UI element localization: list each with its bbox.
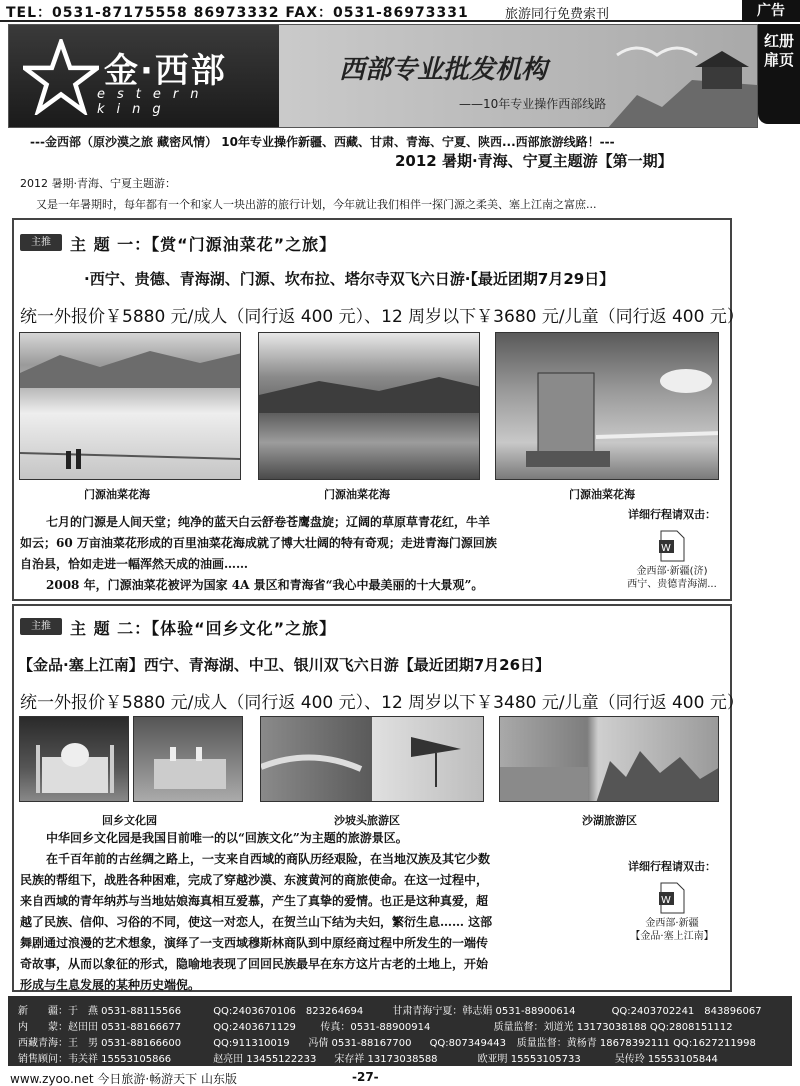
contact-row <box>18 1034 756 1049</box>
theme-two-section <box>12 604 744 992</box>
photo-caption: 沙湖旅游区 <box>582 814 637 827</box>
intro-text: 又是一年暑期时，每年都有一个和家人一块出游的旅行计划，今年就让我们相伴一探门源之柔美、塞上江南之富庶... <box>36 198 597 211</box>
header-banner <box>8 24 758 128</box>
contact-cell: QQ:2403702241 843896067 <box>611 1006 762 1017</box>
ad-label: 广告 <box>742 0 800 22</box>
contact-row <box>18 1050 718 1065</box>
theme-one-title: 主 题 一：【赏“门源油菜花”之旅】 <box>70 235 337 254</box>
shapotou-photo <box>260 716 484 802</box>
theme-one-description <box>20 512 610 596</box>
top-bar <box>0 0 800 22</box>
star-logo-icon <box>23 39 99 115</box>
contact-cell: 赵亮田 13455122233 <box>213 1054 317 1065</box>
contact-numbers: TEL：0531-87175558 86973332 FAX：0531-86973331 <box>6 5 469 21</box>
logo-name: 金·西部 <box>104 51 227 91</box>
itinerary-link[interactable] <box>612 506 732 591</box>
photo-caption: 门源油菜花海 <box>324 488 390 501</box>
hui-culture-photo-2 <box>133 716 243 802</box>
contact-cell: 内 蒙：赵田田 0531-88166677 <box>18 1022 182 1033</box>
itinerary-file-name: 【金品·塞上江南】 <box>630 931 714 942</box>
contact-cell: 质量监督：刘道光 13173038188 QQ:2808151112 <box>493 1022 733 1033</box>
pagoda-illustration <box>607 25 757 128</box>
paragraph-line: 自治县，恰如走进一幅浑然天成的油画…… <box>20 557 249 571</box>
word-document-icon[interactable] <box>658 882 686 914</box>
contact-cell: QQ:2403671129 <box>213 1022 296 1033</box>
page-number: -27- <box>352 1070 379 1084</box>
banner-since: ——10年专业操作西部线路 <box>459 97 607 111</box>
contact-cell: QQ:911310019 <box>213 1038 290 1049</box>
contact-cell: QQ:2403670106 823264694 <box>213 1006 364 1017</box>
hui-culture-photo-1 <box>19 716 129 802</box>
logo-block <box>9 25 279 128</box>
company-intro: ---金西部（原沙漠之旅 藏密风情） 10年专业操作新疆、西藏、甘肃、青海、宁夏、陕西...西部旅游线路！--- <box>30 135 615 149</box>
theme-one-section <box>12 218 744 601</box>
itinerary-file-name: 西宁、贵德青海湖... <box>627 579 717 590</box>
paragraph-line: 形成与生息发展的某种历史端倪。 <box>20 978 201 992</box>
svg-text:W: W <box>661 543 671 554</box>
contact-row <box>18 1002 762 1017</box>
contact-cell: 冯倩 0531-88167700 <box>308 1038 412 1049</box>
itinerary-file-name: 金西部·新疆(济) <box>636 566 708 577</box>
contact-cell: 新 疆：于 燕 0531-88115566 <box>18 1006 182 1017</box>
paragraph-line: 如云；60 万亩油菜花形成的百里油菜花海成就了博大壮阔的特有奇观；走进青海门源回族 <box>20 536 497 550</box>
paragraph-line: 来自西域的青年纳苏与当地姑娘海真相互爱慕，产生了真挚的爱情。也正是这种真爱，超 <box>20 894 489 908</box>
paragraph-line: 中华回乡文化园是我国目前唯一的以“回族文化”为主题的旅游景区。 <box>46 831 408 845</box>
shahu-photo <box>499 716 719 802</box>
contact-cell: 西藏青海：王 男 0531-88166600 <box>18 1038 182 1049</box>
free-request-note: 旅游同行免费索刊 <box>505 7 610 22</box>
paragraph-line: 在千百年前的古丝绸之路上，一支来自西域的商队历经艰险，在当地汉族及其它少数 <box>46 852 491 866</box>
contact-cell: 甘肃青海宁夏：韩志娟 0531-88900614 <box>392 1006 576 1017</box>
contact-row <box>18 1018 733 1033</box>
theme-one-price: 统一外报价￥5880 元/成人（同行返 400 元）、12 周岁以下￥3680 元/儿童（同行返 400 元） <box>20 307 744 327</box>
logo-subtitle: estern king <box>97 87 211 117</box>
photo-caption: 沙坡头旅游区 <box>334 814 400 827</box>
rapeseed-photo-2 <box>258 332 480 480</box>
issue-title: 2012 暑期·青海、宁夏主题游【第一期】 <box>395 152 673 170</box>
itinerary-link[interactable] <box>612 858 732 943</box>
theme-one-route: ·西宁、贵德、青海湖、门源、坎布拉、塔尔寺双飞六日游·【最近团期7月29日】 <box>84 270 615 288</box>
paragraph-line: 民族的帮组下，战胜各种困难，完成了穿越沙漠、东渡黄河的商旅使命。在这一过程中， <box>20 873 489 887</box>
word-document-icon[interactable] <box>658 530 686 562</box>
contact-cell: 销售顾问：韦关祥 15553105866 <box>18 1054 172 1065</box>
theme-two-price: 统一外报价￥5880 元/成人（同行返 400 元）、12 周岁以下￥3480 元/儿童（同行返 400 元） <box>20 693 744 713</box>
theme-two-title: 主 题 二：【体验“回乡文化”之旅】 <box>70 619 337 638</box>
paragraph-line: 越了民族、信仰、习俗的不同，使这一对恋人，在贺兰山下结为夫妇，繁衍生息…… 这部 <box>20 915 493 929</box>
paragraph-line: 奇故事，从而以象征的形式，隐喻地表现了回回民族最早在东方这片古老的土地上，开始 <box>20 957 489 971</box>
contact-cell: 欧亚明 15553105733 <box>477 1054 581 1065</box>
page-footer <box>0 1068 800 1086</box>
photo-caption: 门源油菜花海 <box>569 488 635 501</box>
contact-cell: 质量监督：黄杨青 18678392111 QQ:1627211998 <box>516 1038 756 1049</box>
theme-two-route: 【金品·塞上江南】西宁、青海湖、中卫、银川双飞六日游【最近团期7月26日】 <box>18 656 551 674</box>
photo-caption: 回乡文化园 <box>102 814 157 827</box>
svg-text:W: W <box>661 895 671 906</box>
contact-footer <box>8 996 792 1066</box>
contact-cell: 吴传玲 15553105844 <box>614 1054 718 1065</box>
photo-caption: 门源油菜花海 <box>84 488 150 501</box>
monument-photo <box>495 332 719 480</box>
banner-slogan: 西部专业批发机构 <box>339 55 548 85</box>
itinerary-file-name: 金西部·新疆 <box>645 918 699 929</box>
featured-tag: 主推 <box>20 234 62 251</box>
paragraph-line: 2008 年，门源油菜花被评为国家 4A 景区和青海省“我心中最美丽的十大景观”。 <box>46 578 484 592</box>
theme-two-description <box>20 828 610 996</box>
featured-tag: 主推 <box>20 618 62 635</box>
intro-heading: 2012 暑期·青海、宁夏主题游： <box>20 177 176 190</box>
contact-cell: 传真：0531-88900914 <box>320 1022 431 1033</box>
contact-cell: 宋存祥 13173038588 <box>334 1054 438 1065</box>
side-tab: 红册扉页 <box>758 24 800 124</box>
paragraph-line: 舞剧通过浪漫的艺术想象，演绎了一支西域穆斯林商队到中原经商过程中所发生的一端传 <box>20 936 489 950</box>
itinerary-label: 详细行程请双击： <box>628 860 716 873</box>
rapeseed-photo-1 <box>19 332 241 480</box>
publication-name: www.zyoo.net 今日旅游·畅游天下 山东版 <box>10 1072 237 1086</box>
itinerary-label: 详细行程请双击： <box>628 508 716 521</box>
paragraph-line: 七月的门源是人间天堂；纯净的蓝天白云舒卷苍鹰盘旋；辽阔的草原草青花红，牛羊 <box>46 515 491 529</box>
contact-cell: QQ:807349443 <box>429 1038 506 1049</box>
